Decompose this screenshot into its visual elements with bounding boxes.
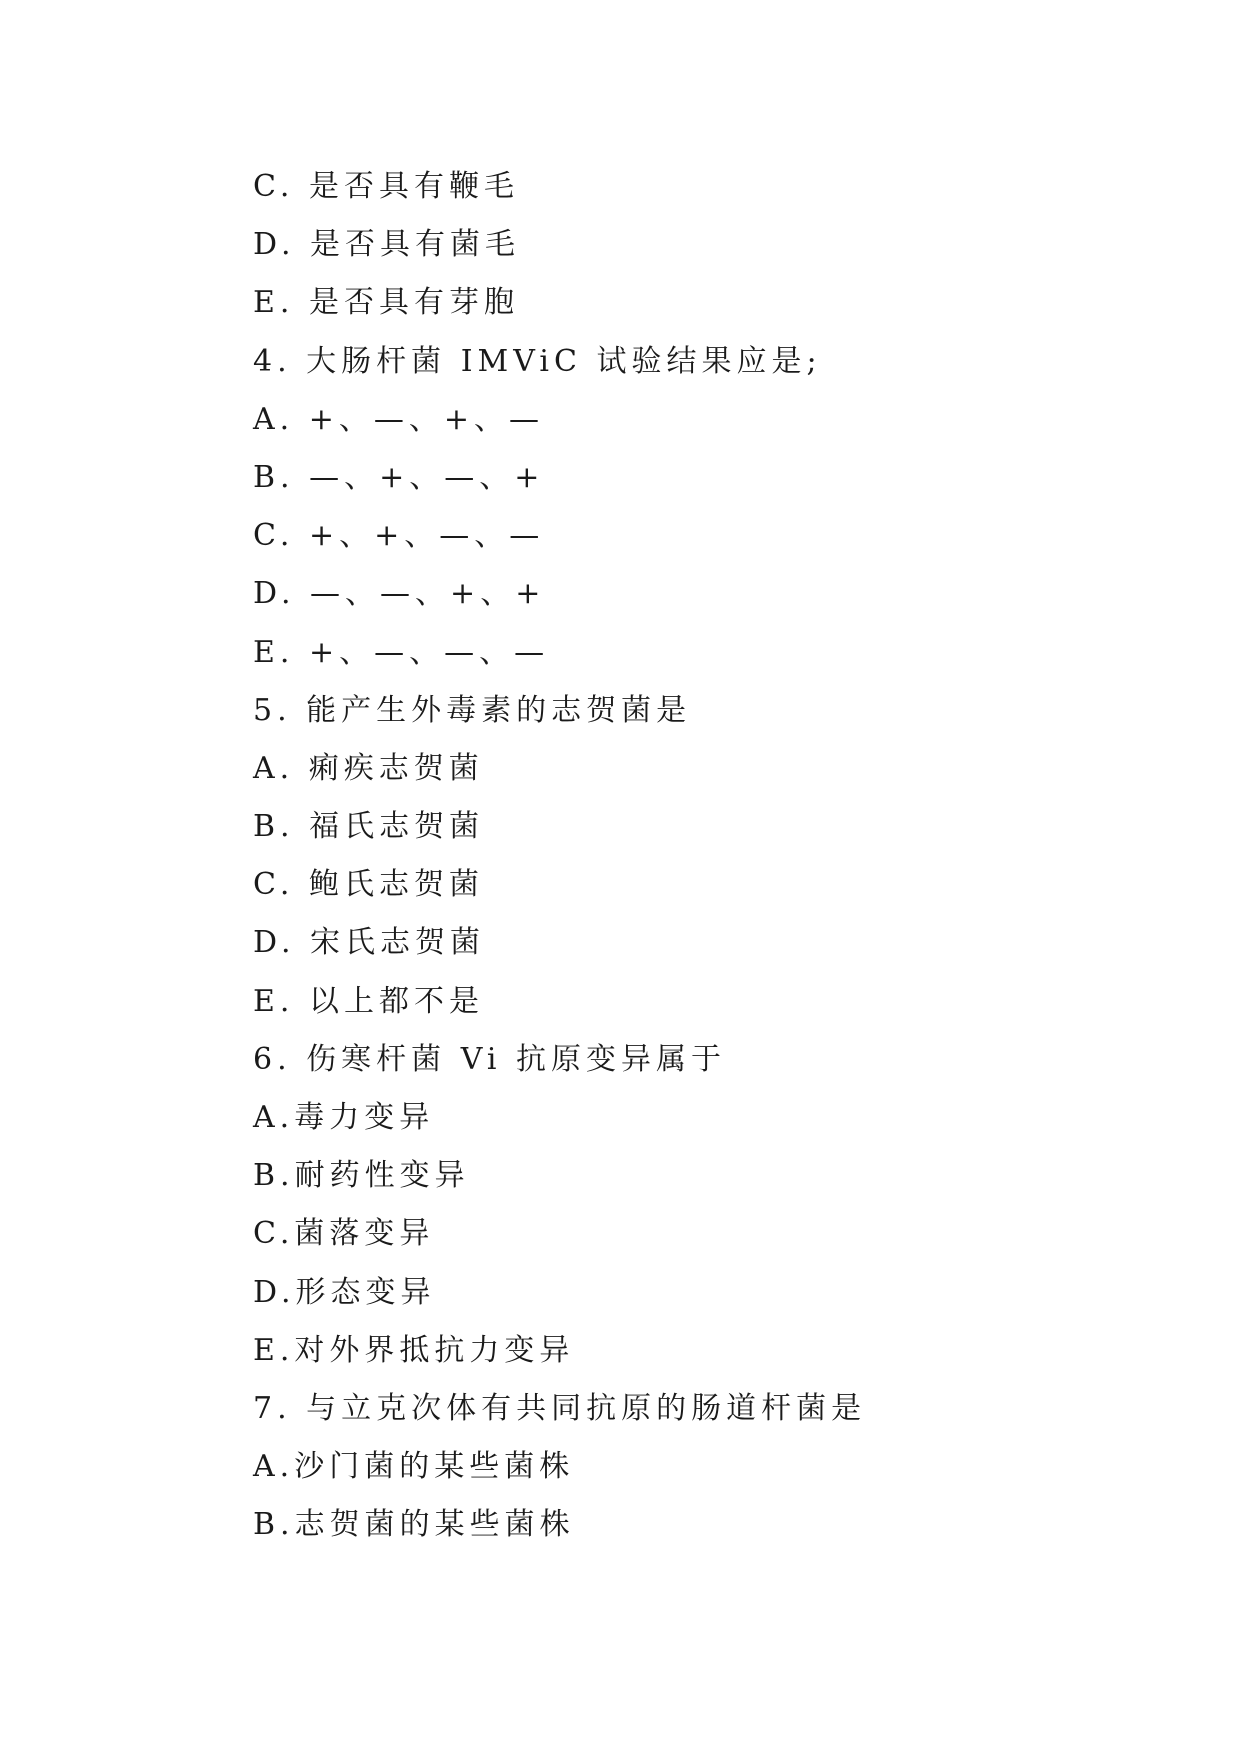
question-7: 7. 与立克次体有共同抗原的肠道杆菌是 — [253, 1390, 867, 1426]
question-5: 5. 能产生外毒素的志贺菌是 — [253, 692, 692, 728]
option-6a: A.毒力变异 — [253, 1100, 435, 1135]
option-4d: D. —、—、+、+ — [253, 576, 546, 612]
option-3e: E. 是否具有芽胞 — [253, 285, 519, 321]
option-5a: A. 痢疾志贺菌 — [253, 750, 484, 786]
question-4: 4. 大肠杆菌 IMViC 试验结果应是; — [253, 343, 822, 379]
option-7b: B.志贺菌的某些菌株 — [253, 1507, 575, 1543]
option-6e: E.对外界抵抗力变异 — [253, 1332, 575, 1368]
option-6d: D.形态变异 — [253, 1274, 436, 1310]
option-5e: E. 以上都不是 — [253, 983, 484, 1019]
option-4c: C. +、+、—、— — [253, 518, 545, 554]
option-4a: A. +、—、+、— — [253, 401, 545, 437]
option-3d: D. 是否具有菌毛 — [253, 227, 521, 263]
question-6: 6. 伤寒杆菌 Vi 抗原变异属于 — [253, 1041, 726, 1077]
option-3c: C. 是否具有鞭毛 — [253, 169, 519, 204]
option-7a: A.沙门菌的某些菌株 — [253, 1449, 575, 1485]
option-6c: C.菌落变异 — [253, 1216, 435, 1252]
option-6b: B.耐药性变异 — [253, 1158, 470, 1194]
question-text-block — [253, 158, 1153, 1555]
option-5d: D. 宋氏志贺菌 — [253, 925, 486, 961]
option-4e: E. +、—、—、— — [253, 634, 550, 670]
option-4b: B. —、+、—、+ — [253, 459, 545, 495]
option-5b: B. 福氏志贺菌 — [253, 809, 485, 845]
option-5c: C. 鲍氏志贺菌 — [253, 867, 484, 903]
